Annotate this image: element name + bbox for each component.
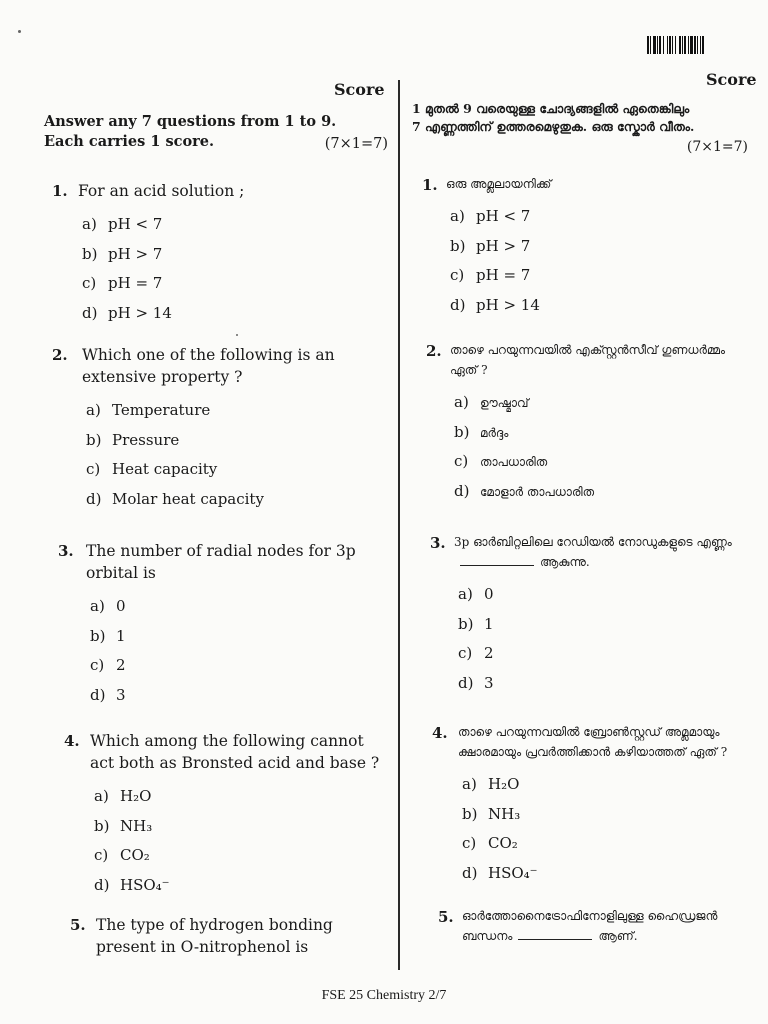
- options: [86, 396, 370, 514]
- answer-blank: [518, 939, 592, 940]
- option: d) HSO₄⁻: [462, 863, 538, 882]
- barcode: [647, 36, 753, 54]
- option: a) pH < 7: [450, 207, 531, 225]
- options: [458, 580, 750, 698]
- option: a) Temperature: [86, 401, 211, 419]
- question-text: The number of radial nodes for 3p orbital is: [86, 542, 356, 582]
- question-number: 4.: [64, 732, 80, 750]
- scan-speck: [236, 334, 238, 336]
- option: d) 3: [458, 673, 494, 692]
- marks-allocation: (7×1=7): [686, 139, 748, 155]
- question-number: 2.: [426, 342, 442, 360]
- barcode-bar: [704, 36, 707, 54]
- options: [450, 202, 752, 320]
- option: a) 0: [458, 585, 494, 603]
- option: c) pH = 7: [82, 274, 163, 292]
- option: d) pH > 14: [450, 295, 540, 314]
- question-4: [432, 722, 752, 888]
- question-number: 1.: [52, 182, 68, 200]
- option: a) H₂O: [94, 787, 152, 805]
- question-3: [58, 540, 374, 710]
- option: d) 3: [90, 685, 126, 704]
- question-number: 3.: [430, 534, 446, 552]
- option: b) pH > 7: [82, 244, 163, 263]
- question-text: ഓർത്തോനൈട്രോഫിനോളിലുള്ള ഹൈഡ്രജൻ ബന്ധനം ആണ്.: [462, 909, 718, 943]
- question-number: 1.: [422, 176, 438, 194]
- option: a) pH < 7: [82, 215, 163, 233]
- option: d) pH > 14: [82, 303, 172, 322]
- option: b) 1: [90, 626, 126, 645]
- option: b) NH₃: [94, 816, 153, 835]
- score-heading: Score: [706, 70, 757, 89]
- options: [90, 592, 374, 710]
- question-text: Which one of the following is an extensive property ?: [82, 346, 335, 386]
- option: b) NH₃: [462, 804, 521, 823]
- question-text: താഴെ പറയുന്നവയിൽ ബ്രോൺസ്റ്റഡ് അമ്ലമായും ക്ഷാരമായും പ്രവർത്തിക്കാൻ കഴിയാത്തത് ഏത് ?: [458, 725, 728, 759]
- options: [454, 388, 748, 506]
- score-heading: Score: [334, 80, 385, 99]
- question-text: ഒരു അമ്ലലായനിക്ക്: [446, 177, 552, 191]
- question-number: 5.: [438, 908, 454, 926]
- option: c) CO₂: [94, 846, 150, 864]
- page-footer: FSE 25 Chemistry 2/7: [321, 988, 447, 1003]
- option: c) താപധാരിത: [454, 452, 548, 470]
- option: c) 2: [458, 644, 494, 662]
- option: c) 2: [90, 656, 126, 674]
- question-2: [426, 340, 748, 506]
- question-number: 2.: [52, 346, 68, 364]
- instruction-line: Each carries 1 score.: [44, 133, 215, 150]
- scan-speck: [18, 30, 21, 33]
- question-text: The type of hydrogen bonding present in O-nitrophenol is: [96, 916, 333, 956]
- question-3: [430, 532, 750, 698]
- question-2: [52, 344, 370, 514]
- column-divider: [398, 80, 400, 970]
- option: b) Pressure: [86, 430, 180, 449]
- question-4: [64, 730, 384, 900]
- question-5: [70, 914, 382, 958]
- option: a) 0: [90, 597, 126, 615]
- question-text: Which among the following cannot act both as Bronsted acid and base ?: [90, 732, 380, 772]
- instruction-line: 1 മുതൽ 9 വരെയുള്ള ചോദ്യങ്ങളിൽ ഏതെങ്കിലും: [412, 101, 690, 116]
- instructions: [412, 100, 762, 155]
- question-text: For an acid solution ;: [78, 182, 245, 200]
- instruction-line: 7 എണ്ണത്തിന് ഉത്തരമെഴുതുക. ഒരു സ്കോർ വീതം.: [412, 119, 695, 134]
- question-1: [422, 174, 752, 320]
- question-number: 4.: [432, 724, 448, 742]
- options: [82, 210, 382, 328]
- options: [462, 770, 752, 888]
- option: b) മർദ്ദം: [454, 422, 509, 441]
- option: a) H₂O: [462, 775, 520, 793]
- option: d) Molar heat capacity: [86, 489, 264, 508]
- option: c) pH = 7: [450, 266, 531, 284]
- options: [94, 782, 384, 900]
- marks-allocation: (7×1=7): [324, 136, 388, 152]
- question-text: താഴെ പറയുന്നവയിൽ എക്സ്റ്റൻസീവ് ഗുണധർമ്മം ഏത് ?: [450, 343, 726, 377]
- option: b) 1: [458, 614, 494, 633]
- option: b) pH > 7: [450, 236, 531, 255]
- question-1: [52, 180, 382, 328]
- answer-blank: [460, 565, 534, 566]
- question-5: [438, 906, 754, 946]
- option: d) മോളാർ താപധാരിത: [454, 481, 595, 500]
- question-number: 3.: [58, 542, 74, 560]
- option: a) ഊഷ്മാവ്: [454, 393, 529, 411]
- instructions: [44, 112, 394, 152]
- option: c) Heat capacity: [86, 460, 218, 478]
- option: c) CO₂: [462, 834, 518, 852]
- question-number: 5.: [70, 916, 86, 934]
- option: d) HSO₄⁻: [94, 875, 170, 894]
- instruction-line: Answer any 7 questions from 1 to 9.: [44, 113, 337, 130]
- question-text: 3p ഓർബിറ്റലിലെ റേഡിയൽ നോഡുകളുടെ എണ്ണംആകുന്നു.: [454, 535, 732, 569]
